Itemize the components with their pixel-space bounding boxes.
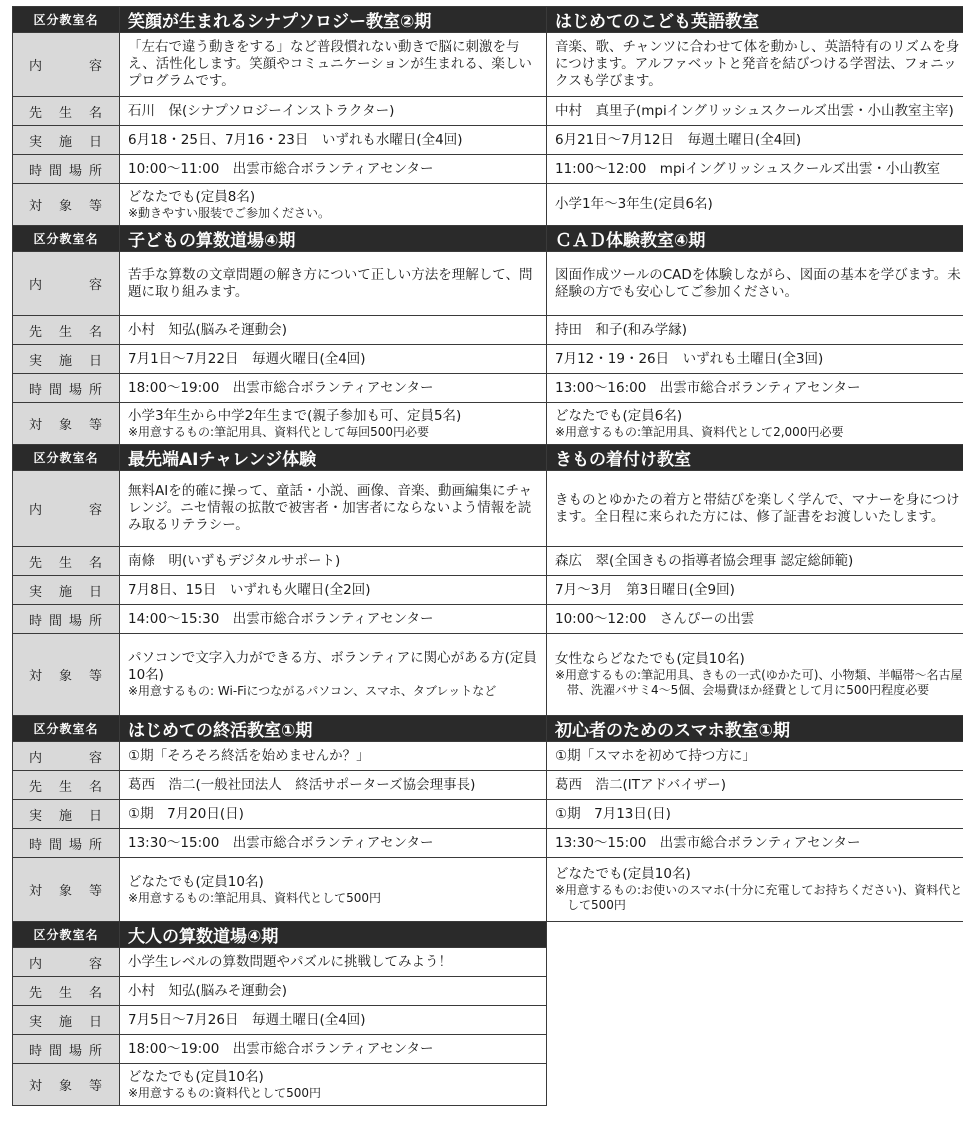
left-target: どなたでも(定員8名) [128,188,256,205]
left-target: パソコンで文字入力ができる方、ボランティアに関心がある方(定員10名) [128,650,537,683]
right-target-cell [547,184,963,226]
left-target-note: ※用意するもの:筆記用具、資料代として500円 [128,890,382,905]
row-time-place [13,829,963,858]
right-content: 音楽、歌、チャンツに合わせて体を動かし、英語特有のリズムを身につけます。アルファベットと発音を結びつける学習法、フォニックスも学びます。 [555,39,960,89]
row-label-category [13,226,120,252]
right-teacher: 森広 翠(全国きもの指導者協会理事 認定総師範) [555,552,854,569]
right-teacher-cell [547,97,963,126]
left-target-note: ※動きやすい服装でご参加ください。 [128,205,331,220]
left-time-place: 18:00～19:00 出雲市総合ボランティアセンター [128,379,434,396]
row-teacher [13,771,963,800]
left-class-title: 最先端AIチャレンジ体験 [120,445,547,471]
row-label-text: 内 容 [29,59,103,74]
right-content-cell [547,252,963,316]
right-target: どなたでも(定員6名) [555,407,683,424]
class-header-row [13,226,963,252]
left-teacher-cell [120,771,547,800]
row-label-teacher [13,316,120,345]
left-date-cell [120,126,547,155]
row-content [13,742,963,771]
row-label-text: 先 生 名 [29,779,103,795]
right-time-place-cell [547,829,963,858]
left-target: どなたでも(定員10名) [128,1068,264,1085]
row-label-category [13,7,120,33]
row-label-text: 時 間 場 所 [29,837,103,853]
row-label-target [13,634,120,716]
right-time-place: 11:00～12:00 mpiイングリッシュスクールズ出雲・小山教室 [555,160,941,177]
row-label-time-place [13,374,120,403]
row-target [13,858,963,922]
row-date [13,576,963,605]
right-date: 7月～3月 第3日曜日(全9回) [555,581,735,598]
right-target-note: ※用意するもの:お使いのスマホ(十分に充電してお持ちください)、資料代として500円 [555,883,963,912]
left-time-place-cell [120,1035,547,1064]
left-target-note: ※用意するもの: Wi-Fiにつながるパソコン、スマホ、タブレットなど [128,684,497,698]
row-label-time-place [13,829,120,858]
class-block-2 [12,225,963,445]
class-block-5 [12,921,547,1106]
row-label-content [13,33,120,97]
right-class-title: きもの着付け教室 [547,445,963,471]
row-label-text: 先 生 名 [29,105,103,121]
class-header-row [13,922,547,948]
row-label-text: 実 施 日 [29,1014,103,1030]
right-target: 女性ならどなたでも(定員10名) [555,651,745,667]
row-label-text: 対 象 等 [29,884,103,899]
left-date: 7月1日～7月22日 毎週火曜日(全4回) [128,350,366,367]
row-label-target [13,184,120,226]
row-label-text: 対 象 等 [29,669,103,684]
row-label-date [13,345,120,374]
left-class-title: 子どもの算数道場④期 [120,226,547,252]
left-content: 「左右で違う動きをする」など普段慣れない動きで脳に刺激を与え、活性化します。笑顔やコミュニケーションが生まれる、楽しいプログラムです。 [128,39,532,89]
left-time-place: 10:00～11:00 出雲市総合ボランティアセンター [128,160,434,177]
left-time-place-cell [120,605,547,634]
row-label-category [13,445,120,471]
left-date-cell [120,345,547,374]
left-date: ①期 7月20日(日) [128,805,244,822]
class-block-3 [12,444,963,716]
left-time-place-cell [120,155,547,184]
left-content-cell [120,33,547,97]
right-content: 図面作成ツールのCADを体験しながら、図面の基本を学びます。未経験の方でも安心してご参加ください。 [555,266,961,300]
row-label-text: 区分教室名 [33,722,99,736]
row-label-date [13,576,120,605]
left-content-cell [120,471,547,547]
left-teacher: 小村 知弘(脳みそ運動会) [128,321,288,338]
left-date-cell [120,1006,547,1035]
row-label-teacher [13,771,120,800]
row-label-text: 実 施 日 [29,584,103,600]
left-teacher: 小村 知弘(脳みそ運動会) [128,982,288,999]
right-date: 7月12・19・26日 いずれも土曜日(全3回) [555,350,824,367]
row-label-text: 区分教室名 [33,928,99,942]
left-teacher-cell [120,547,547,576]
left-time-place-cell [120,374,547,403]
right-content-cell [547,742,963,771]
left-class-title: 大人の算数道場④期 [120,922,547,948]
row-teacher [13,97,963,126]
row-label-text: 対 象 等 [29,418,103,433]
right-class-title: はじめてのこども英語教室 [547,7,963,33]
class-block-4 [12,715,963,922]
right-time-place-cell [547,374,963,403]
row-label-text: 時 間 場 所 [29,1043,103,1059]
left-target-cell [120,634,547,716]
left-teacher: 葛西 浩二(一般社団法人 終活サポーターズ協会理事長) [128,776,476,793]
left-content-cell [120,742,547,771]
row-teacher [13,547,963,576]
class-header-row [13,716,963,742]
row-label-content [13,252,120,316]
left-date: 7月8日、15日 いずれも火曜日(全2回) [128,581,371,598]
right-time-place-cell [547,605,963,634]
row-label-target [13,403,120,445]
right-teacher-cell [547,771,963,800]
left-teacher: 石川 保(シナプソロジーインストラクター) [128,102,395,119]
class-header-row [13,7,963,33]
left-date-cell [120,576,547,605]
left-target: 小学3年生から中学2年生まで(親子参加も可、定員5名) [128,407,462,424]
row-target [13,1064,547,1106]
row-label-date [13,126,120,155]
row-time-place [13,1035,547,1064]
row-label-text: 対 象 等 [29,199,103,214]
right-content-cell [547,471,963,547]
left-date: 7月5日～7月26日 毎週土曜日(全4回) [128,1011,366,1028]
right-date-cell [547,800,963,829]
right-target-cell [547,858,963,922]
right-time-place: 13:00～16:00 出雲市総合ボランティアセンター [555,379,861,396]
row-label-text: 内 容 [29,750,103,766]
row-time-place [13,155,963,184]
left-content-cell [120,252,547,316]
row-label-target [13,858,120,922]
right-time-place: 10:00～12:00 さんぴーの出雲 [555,610,755,627]
row-label-time-place [13,155,120,184]
right-content: ①期「スマホを初めて持つ方に」 [555,747,756,764]
row-label-text: 区分教室名 [33,232,99,246]
right-teacher: 持田 和子(和み学縁) [555,321,688,338]
right-teacher: 中村 真里子(mpiイングリッシュスクールズ出雲・小山教室主宰) [555,102,954,119]
left-target-cell [120,403,547,445]
row-teacher [13,977,547,1006]
row-label-text: 時 間 場 所 [29,382,103,398]
left-content: 無料AIを的確に操って、童話・小説、画像、音楽、動画編集にチャレンジ。ニセ情報の拡散で被害者・加害者にならないよう情報を読み取るリテラシー。 [128,483,533,533]
left-teacher-cell [120,977,547,1006]
right-target: 小学1年～3年生(定員6名) [555,196,713,212]
row-date [13,126,963,155]
left-teacher-cell [120,97,547,126]
row-label-content [13,948,120,977]
right-time-place: 13:30～15:00 出雲市総合ボランティアセンター [555,834,861,851]
left-date-cell [120,800,547,829]
right-teacher-cell [547,316,963,345]
class-header-row [13,445,963,471]
right-date: ①期 7月13日(日) [555,805,671,822]
row-label-date [13,1006,120,1035]
row-label-text: 区分教室名 [33,451,99,465]
right-teacher: 葛西 浩二(ITアドバイザー) [555,776,726,793]
right-target-note: ※用意するもの:筆記用具、きもの一式(ゆかた可)、小物類、半幅帯～名古屋帯、洗濯バサミ4～5個、会場費ほか経費として月に500円程度必要 [555,668,963,697]
left-time-place: 14:00～15:30 出雲市総合ボランティアセンター [128,610,434,627]
row-date [13,345,963,374]
row-label-text: 先 生 名 [29,555,103,571]
right-time-place-cell [547,155,963,184]
row-date [13,800,963,829]
row-time-place [13,605,963,634]
left-content: 小学生レベルの算数問題やパズルに挑戦してみよう！ [128,953,452,970]
left-date: 6月18・25日、7月16・23日 いずれも水曜日(全4回) [128,131,463,148]
row-label-teacher [13,977,120,1006]
row-label-text: 実 施 日 [29,353,103,369]
row-label-text: 区分教室名 [33,13,99,27]
left-content: ①期「そろそろ終活を始めませんか？」 [128,747,370,764]
row-label-teacher [13,97,120,126]
left-teacher-cell [120,316,547,345]
row-label-category [13,716,120,742]
left-time-place: 18:00～19:00 出雲市総合ボランティアセンター [128,1040,434,1057]
row-label-time-place [13,605,120,634]
row-label-text: 時 間 場 所 [29,613,103,629]
row-label-time-place [13,1035,120,1064]
row-label-date [13,800,120,829]
row-label-text: 内 容 [29,956,103,972]
row-teacher [13,316,963,345]
row-label-text: 対 象 等 [29,1079,103,1094]
row-label-text: 内 容 [29,278,103,293]
right-class-title: ＣＡＤ体験教室④期 [547,226,963,252]
row-content [13,33,963,97]
row-label-text: 先 生 名 [29,324,103,340]
left-target-cell [120,184,547,226]
left-content-cell [120,948,547,977]
left-teacher: 南條 明(いずもデジタルサポート) [128,552,341,569]
row-content [13,471,963,547]
left-target-note: ※用意するもの:資料代として500円 [128,1085,322,1100]
class-block-1 [12,6,963,226]
right-date-cell [547,126,963,155]
row-label-category [13,922,120,948]
left-time-place-cell [120,829,547,858]
row-label-text: 時 間 場 所 [29,163,103,179]
row-content [13,252,963,316]
row-label-target [13,1064,120,1106]
left-time-place: 13:30～15:00 出雲市総合ボランティアセンター [128,834,434,851]
row-label-content [13,471,120,547]
row-target [13,634,963,716]
right-target: どなたでも(定員10名) [555,866,691,882]
row-time-place [13,374,963,403]
right-teacher-cell [547,547,963,576]
row-label-text: 先 生 名 [29,985,103,1001]
row-label-text: 実 施 日 [29,134,103,150]
right-class-title: 初心者のためのスマホ教室①期 [547,716,963,742]
row-label-teacher [13,547,120,576]
row-date [13,1006,547,1035]
right-target-note: ※用意するもの:筆記用具、資料代として2,000円必要 [555,424,844,439]
right-target-cell [547,403,963,445]
row-label-text: 実 施 日 [29,808,103,824]
left-target: どなたでも(定員10名) [128,873,264,890]
right-date-cell [547,576,963,605]
right-date-cell [547,345,963,374]
left-class-title: はじめての終活教室①期 [120,716,547,742]
left-target-cell [120,858,547,922]
left-class-title: 笑顔が生まれるシナプソロジー教室②期 [120,7,547,33]
left-target-note: ※用意するもの:筆記用具、資料代として毎回500円必要 [128,424,430,439]
row-label-text: 内 容 [29,503,103,518]
right-date: 6月21日～7月12日 毎週土曜日(全4回) [555,131,802,148]
row-content [13,948,547,977]
row-label-content [13,742,120,771]
right-content: きものとゆかたの着方と帯結びを楽しく学んで、マナーを身につけます。全日程に来られた方には、修了証書をお渡しいたします。 [555,491,960,525]
left-target-cell [120,1064,547,1106]
row-target [13,184,963,226]
right-target-cell [547,634,963,716]
row-target [13,403,963,445]
left-content: 苦手な算数の文章問題の解き方について正しい方法を理解して、問題に取り組みます。 [128,266,533,300]
right-content-cell [547,33,963,97]
